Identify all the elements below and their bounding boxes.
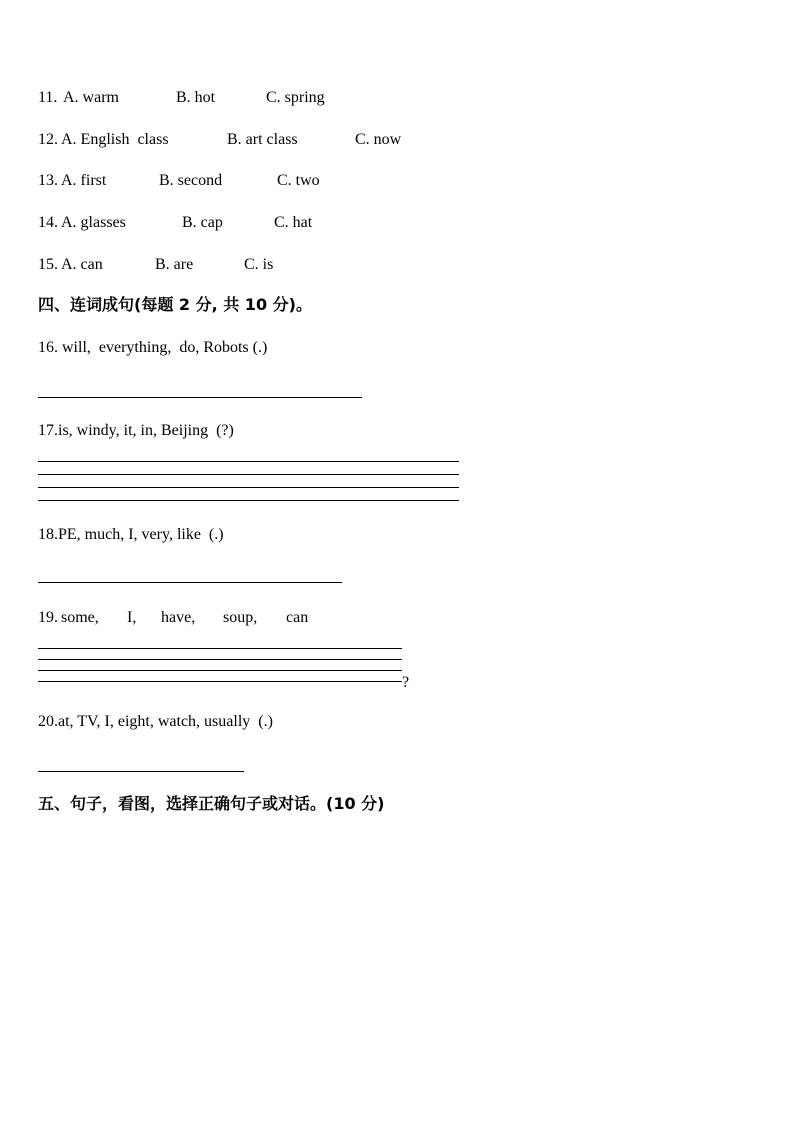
option-c: C. is <box>244 256 274 273</box>
option-a: A. can <box>61 256 103 273</box>
answer-line <box>38 648 402 649</box>
word: soup, <box>223 609 258 626</box>
answer-line <box>38 659 402 660</box>
option-b: B. hot <box>176 89 216 106</box>
answer-line <box>38 474 459 475</box>
option-b: B. second <box>159 172 223 189</box>
question-mark: ? <box>402 674 410 691</box>
option-a: A. first <box>61 172 107 189</box>
answer-line-18[interactable] <box>38 582 342 583</box>
option-a: A. warm <box>63 89 119 106</box>
option-b: B. cap <box>182 214 223 231</box>
answer-line <box>38 670 402 671</box>
answer-line <box>38 487 459 488</box>
option-c: C. two <box>277 172 320 189</box>
option-c: C. hat <box>274 214 313 231</box>
mc-number: 11. <box>38 89 58 106</box>
word: can <box>286 609 309 626</box>
mc-number: 15. <box>38 256 58 273</box>
mc-number: 14. <box>38 214 58 231</box>
answer-line <box>38 500 459 501</box>
option-a: A. glasses <box>61 214 126 231</box>
option-b: B. art class <box>227 131 298 148</box>
word: have, <box>161 609 196 626</box>
section-4-heading: 四、连词成句(每题 2 分, 共 10 分)。 <box>38 295 312 314</box>
question-number: 19. <box>38 609 58 626</box>
question-17: 17.is, windy, it, in, Beijing (?) <box>38 422 234 439</box>
answer-line-16[interactable] <box>38 397 362 398</box>
option-c: C. spring <box>266 89 325 106</box>
question-20: 20.at, TV, I, eight, watch, usually (.) <box>38 713 273 730</box>
mc-number: 12. <box>38 131 58 148</box>
word: I, <box>127 609 137 626</box>
option-a: A. English class <box>61 131 169 148</box>
answer-line <box>38 681 402 682</box>
question-18: 18.PE, much, I, very, like (.) <box>38 526 224 543</box>
section-5-heading: 五、句子，看图，选择正确句子或对话。(10 分) <box>38 794 385 813</box>
word: some, <box>61 609 99 626</box>
option-c: C. now <box>355 131 402 148</box>
option-b: B. are <box>155 256 194 273</box>
question-16: 16. will, everything, do, Robots (.) <box>38 339 268 356</box>
mc-number: 13. <box>38 172 58 189</box>
answer-line-20[interactable] <box>38 771 244 772</box>
answer-line <box>38 461 459 462</box>
